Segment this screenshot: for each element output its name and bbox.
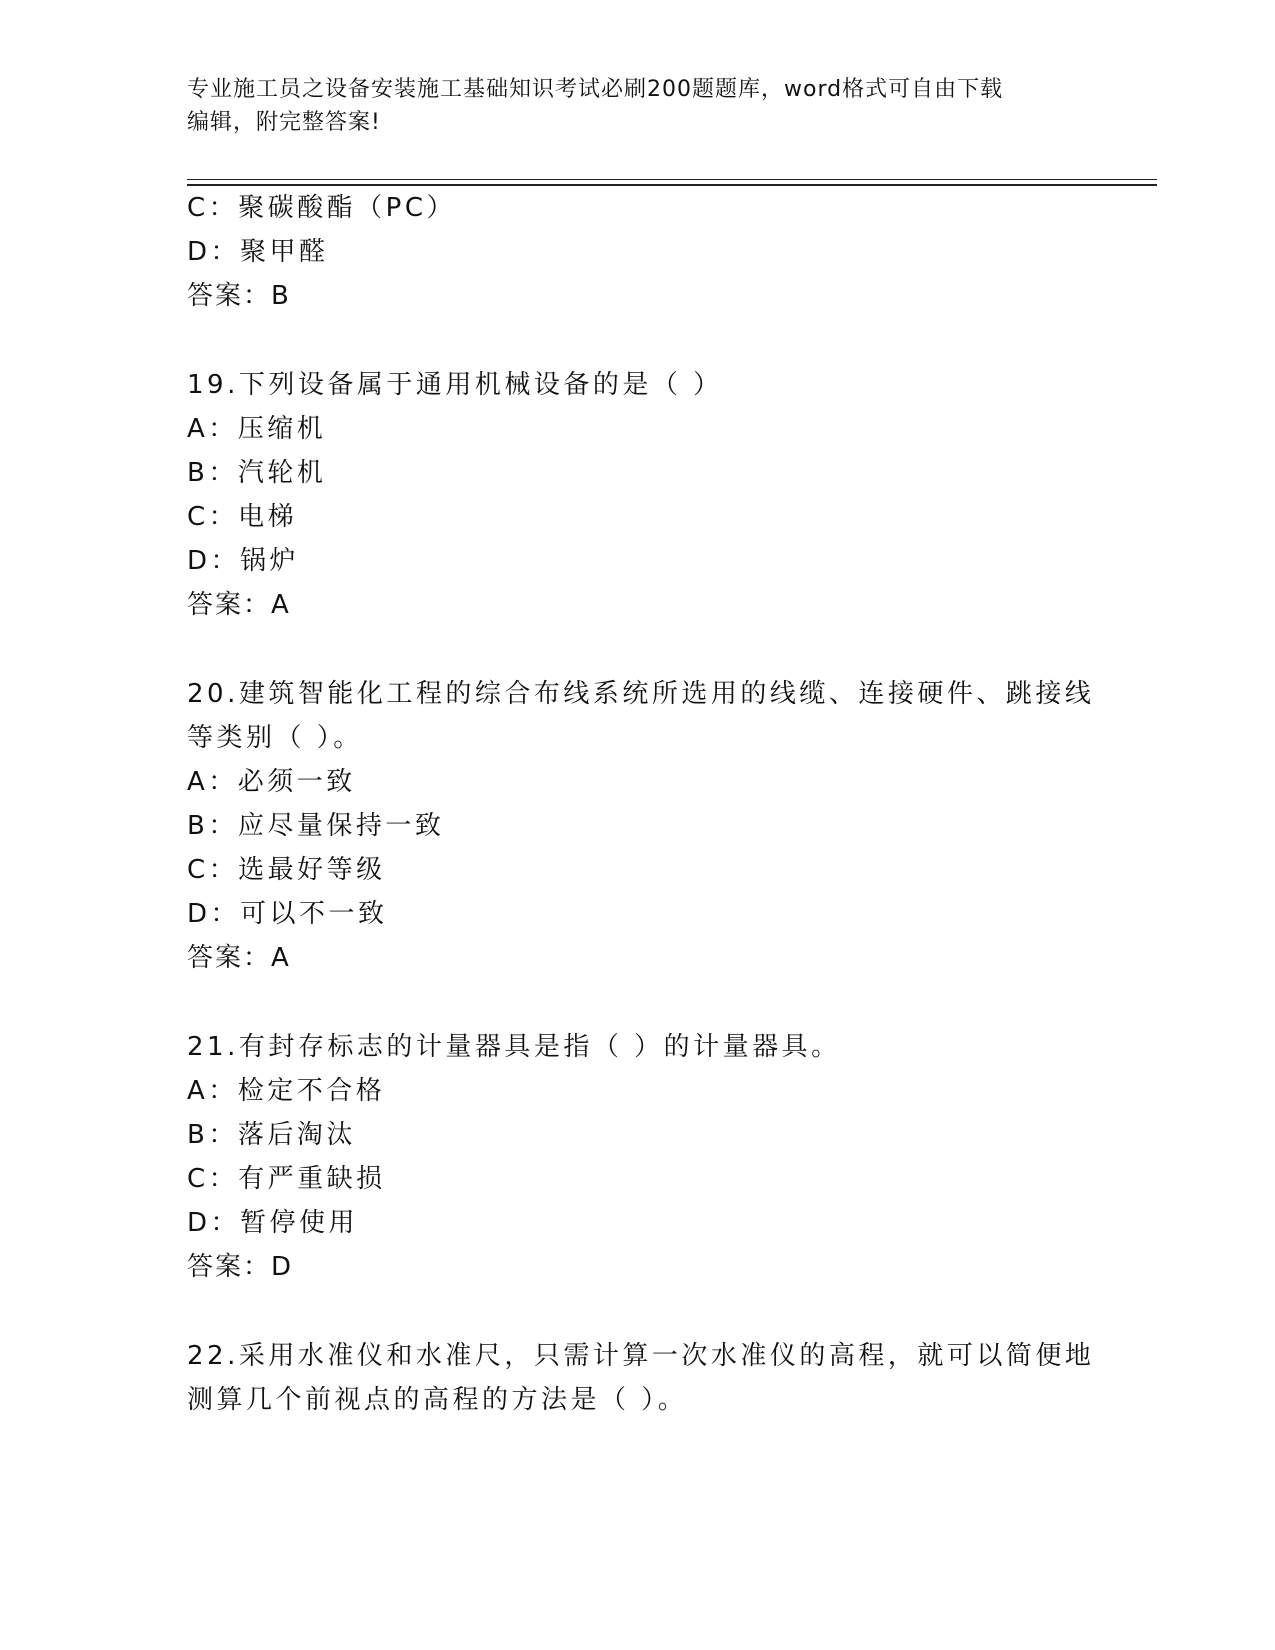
question-19-answer: 答案：A xyxy=(187,590,291,620)
question-21-option-d: D：暂停使用 xyxy=(187,1208,359,1238)
question-20-answer: 答案：A xyxy=(187,943,291,973)
question-19-stem: 19.下列设备属于通用机械设备的是（ ） xyxy=(187,370,723,400)
question-20-stem-line-2: 等类别（ ）。 xyxy=(187,723,363,753)
question-21-option-b: B：落后淘汰 xyxy=(187,1120,356,1150)
question-19-option-c: C：电梯 xyxy=(187,502,298,532)
question-22-stem-line-1: 22.采用水准仪和水准尺，只需计算一次水准仪的高程，就可以简便地 xyxy=(187,1341,1095,1371)
prev-answer: 答案：B xyxy=(187,281,291,311)
document-header xyxy=(187,73,1087,139)
prev-option-c: C：聚碳酸酯（PC） xyxy=(187,193,456,223)
question-21-answer: 答案：D xyxy=(187,1252,294,1282)
question-20-option-d: D：可以不一致 xyxy=(187,899,388,929)
question-19-option-b: B：汽轮机 xyxy=(187,458,327,488)
question-22-stem-line-2: 测算几个前视点的高程的方法是（ ）。 xyxy=(187,1385,688,1415)
question-19-option-a: A：压缩机 xyxy=(187,414,327,444)
question-20-stem-line-1: 20.建筑智能化工程的综合布线系统所选用的线缆、连接硬件、跳接线 xyxy=(187,679,1095,709)
question-20-option-b: B：应尽量保持一致 xyxy=(187,811,445,841)
header-divider-thick xyxy=(187,184,1157,186)
question-21-option-c: C：有严重缺损 xyxy=(187,1164,386,1194)
question-21-option-a: A：检定不合格 xyxy=(187,1076,386,1106)
header-title-line-1: 专业施工员之设备安装施工基础知识考试必刷200题题库，word格式可自由下载 xyxy=(187,77,1004,102)
prev-option-d: D：聚甲醛 xyxy=(187,237,329,267)
header-divider-thin xyxy=(187,179,1157,180)
question-19-option-d: D：锅炉 xyxy=(187,546,300,576)
header-title-line-2: 编辑，附完整答案! xyxy=(187,110,381,135)
question-21-stem: 21.有封存标志的计量器具是指（ ）的计量器具。 xyxy=(187,1032,841,1062)
question-20-option-c: C：选最好等级 xyxy=(187,855,386,885)
question-20-option-a: A：必须一致 xyxy=(187,767,356,797)
